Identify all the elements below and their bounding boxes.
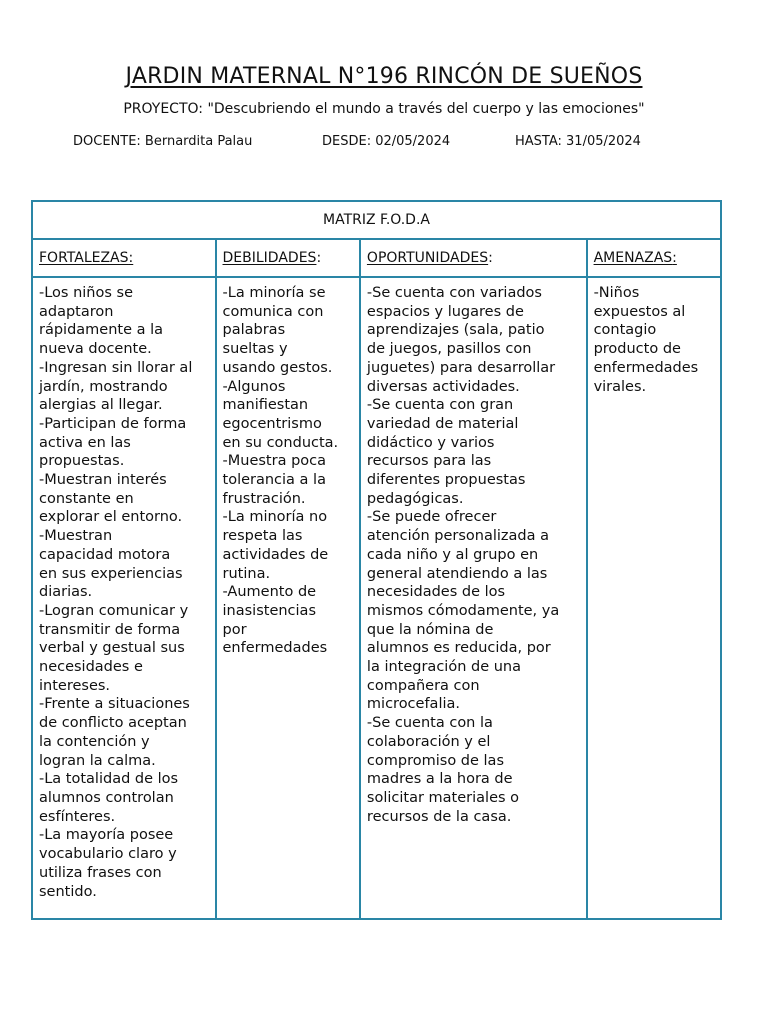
- debilidades-cell: [216, 277, 360, 919]
- header-debilidades-colon: :: [316, 250, 322, 266]
- foda-matrix-table: [31, 200, 722, 920]
- header-amenazas-colon: :: [672, 250, 677, 266]
- amenazas-cell: [587, 277, 721, 919]
- header-oportunidades-label: OPORTUNIDADES: [366, 250, 489, 266]
- oportunidades-cell: [360, 277, 587, 919]
- project-line: PROYECTO: "Descubriendo el mundo a través del cuerpo y las emociones": [123, 101, 645, 117]
- amenazas-text: -Niños expuestos al contagio producto de enfermedades virales.: [593, 285, 699, 395]
- fortalezas-cell: [32, 277, 216, 919]
- end-date: HASTA: 31/05/2024: [515, 134, 641, 149]
- teacher-dates-line: [0, 134, 768, 152]
- oportunidades-text: -Se cuenta con variados espacios y lugares de aprendizajes (sala, patio de juegos, pasillos con juguetes) para desarrollar diversas actividades. -Se cuenta con gran variedad de material didáctico y varios recursos para las diferentes propuestas pedagógicas. -Se puede ofrecer atención personalizada a cada niño y al grupo en general atendiendo a las necesidades de los mismos cómodamente, ya que la nómina de alumnos es reducida, por la integración de una compañera con microcefalia. -Se cuenta con la colaboración y el compromiso de las madres a la hora de solicitar materiales o recursos de la casa.: [366, 285, 560, 825]
- header-debilidades-label: DEBILIDADES: [222, 250, 317, 266]
- header-oportunidades-colon: :: [488, 250, 493, 266]
- header-debilidades: [216, 239, 360, 277]
- teacher-name: DOCENTE: Bernardita Palau: [73, 134, 253, 149]
- debilidades-text: -La minoría se comunica con palabras sueltas y usando gestos. -Algunos manifiestan egocentrismo en su conducta. -Muestra poca tolerancia a la frustración. -La minoría no respeta las actividades de rutina. -Aumento de inasistencias por enfermedades: [222, 285, 339, 657]
- header-fortalezas: [32, 239, 216, 277]
- header-amenazas-label: AMENAZAS: [593, 250, 673, 266]
- start-date: DESDE: 02/05/2024: [322, 134, 451, 149]
- document-title: JARDIN MATERNAL N°196 RINCÓN DE SUEÑOS: [125, 64, 643, 89]
- header-fortalezas-label: FORTALEZAS: [39, 250, 129, 266]
- fortalezas-text: -Los niños se adaptaron rápidamente a la nueva docente. -Ingresan sin llorar al jardín, mostrando alergias al llegar. -Participan de forma activa en las propuestas. -Muestran interés constante en explorar el entorno. -Muestran capacidad motora en sus experiencias diarias. -Logran comunicar y transmitir de forma verbal y gestual sus necesidades e intereses. -Frente a situaciones de conflicto aceptan la contención y logran la calma. -La totalidad de los alumnos controlan esfínteres. -La mayoría posee vocabulario claro y utiliza frases con sentido.: [39, 285, 193, 900]
- header-fortalezas-colon: :: [128, 250, 134, 266]
- header-oportunidades: [360, 239, 587, 277]
- matrix-title: MATRIZ F.O.D.A: [32, 201, 721, 239]
- header-amenazas: [587, 239, 721, 277]
